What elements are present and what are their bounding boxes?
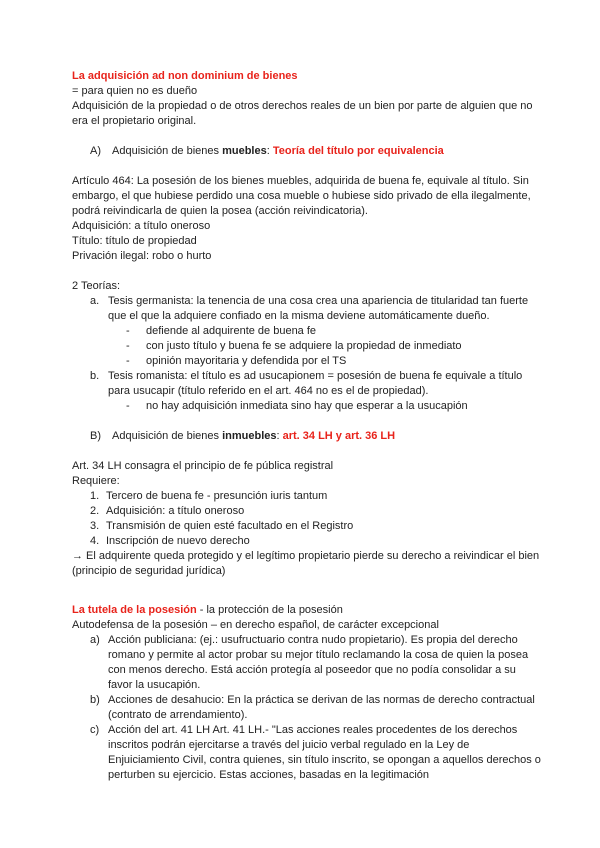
list-item: c) Acción del art. 41 LH Art. 41 LH.- "Las acciones reales procedentes de los derechos inscritos podrán ejercitarse a través del juicio verbal regulado en la Ley de Enjuiciamiento Civil, contra quienes, sin título inscrito, se opongan a aquellos derechos o perturben su ejercicio. Estas acciones, basadas en la legitimación: [90, 724, 541, 781]
list-item: 4. Inscripción de nuevo derecho: [90, 535, 250, 547]
list-item: b) Acciones de desahucio: En la práctica se derivan de las normas de derecho contractual (contrato de arrendamiento).: [90, 694, 535, 721]
list-item: a. Tesis germanista: la tenencia de una cosa crea una apariencia de titularidad tan fuerte que el que la adquiere confiado en la misma deviene automáticamente dueño.: [90, 295, 529, 322]
list-item: a) Acción publiciana: (ej.: usufructuario contra nudo propietario). Es propia del derecho romano y permite al actor probar su mejor título reclamando la cosa de quien la posea con menos derecho. Está acción protegía al poseedor que no podía consolidar a su favor la usucapión.: [90, 634, 529, 691]
article-464-paragraph: Artículo 464: La posesión de los bienes muebles, adquirida de buena fe, equivale al título. Sin embargo, el que hubiese perdido una cosa mueble o hubiese sido privado de ella ilegalmente, podrá reivindicarla de quien la posea (acción reivindicatoria).: [72, 175, 531, 217]
subheading-marker: A): [90, 145, 101, 157]
subheading-muebles: A) Adquisición de bienes muebles: Teoría del título por equivalencia: [90, 145, 444, 157]
subheading-marker: B): [90, 430, 101, 442]
list-item: 1. Tercero de buena fe - presunción iuris tantum: [90, 490, 328, 502]
definition-line: = para quien no es dueño: [72, 85, 198, 97]
list-item: - con justo título y buena fe se adquiere la propiedad de inmediato: [126, 340, 462, 352]
list-item: - opinión mayoritaria y defendida por el TS: [126, 355, 347, 367]
conclusion-paragraph: → El adquirente queda protegido y el legítimo propietario pierde su derecho a reivindicar el bien (principio de seguridad jurídica): [72, 550, 540, 577]
requiere-label: Requiere:: [72, 475, 120, 487]
section-title-adquisicion: La adquisición ad non dominium de bienes: [72, 70, 298, 82]
intro-line: Autodefensa de la posesión – en derecho español, de carácter excepcional: [72, 619, 439, 631]
section-title-tutela: La tutela de la posesión - la protección de la posesión: [72, 604, 343, 616]
note-line: Título: título de propiedad: [72, 235, 197, 247]
note-line: Adquisición: a título oneroso: [72, 220, 211, 232]
list-item: 3. Transmisión de quien esté facultado en el Registro: [90, 520, 354, 532]
definition-paragraph: Adquisición de la propiedad o de otros derechos reales de un bien por parte de alguien que no era el propietario original.: [72, 100, 533, 127]
note-line: Privación ilegal: robo o hurto: [72, 250, 212, 262]
list-item: b. Tesis romanista: el título es ad usucapionem = posesión de buena fe equivale a título para usucapir (título referido en el art. 464 no es el de propiedad).: [90, 370, 523, 397]
document-body: [72, 69, 542, 783]
list-item: - no hay adquisición inmediata sino hay que esperar a la usucapión: [126, 400, 468, 412]
teorias-heading: 2 Teorías:: [72, 280, 121, 292]
article-34-line: Art. 34 LH consagra el principio de fe pública registral: [72, 460, 334, 472]
subheading-inmuebles: B) Adquisición de bienes inmuebles: art. 34 LH y art. 36 LH: [90, 430, 396, 442]
list-item: 2. Adquisición: a título oneroso: [90, 505, 245, 517]
list-item: - defiende al adquirente de buena fe: [126, 325, 317, 337]
